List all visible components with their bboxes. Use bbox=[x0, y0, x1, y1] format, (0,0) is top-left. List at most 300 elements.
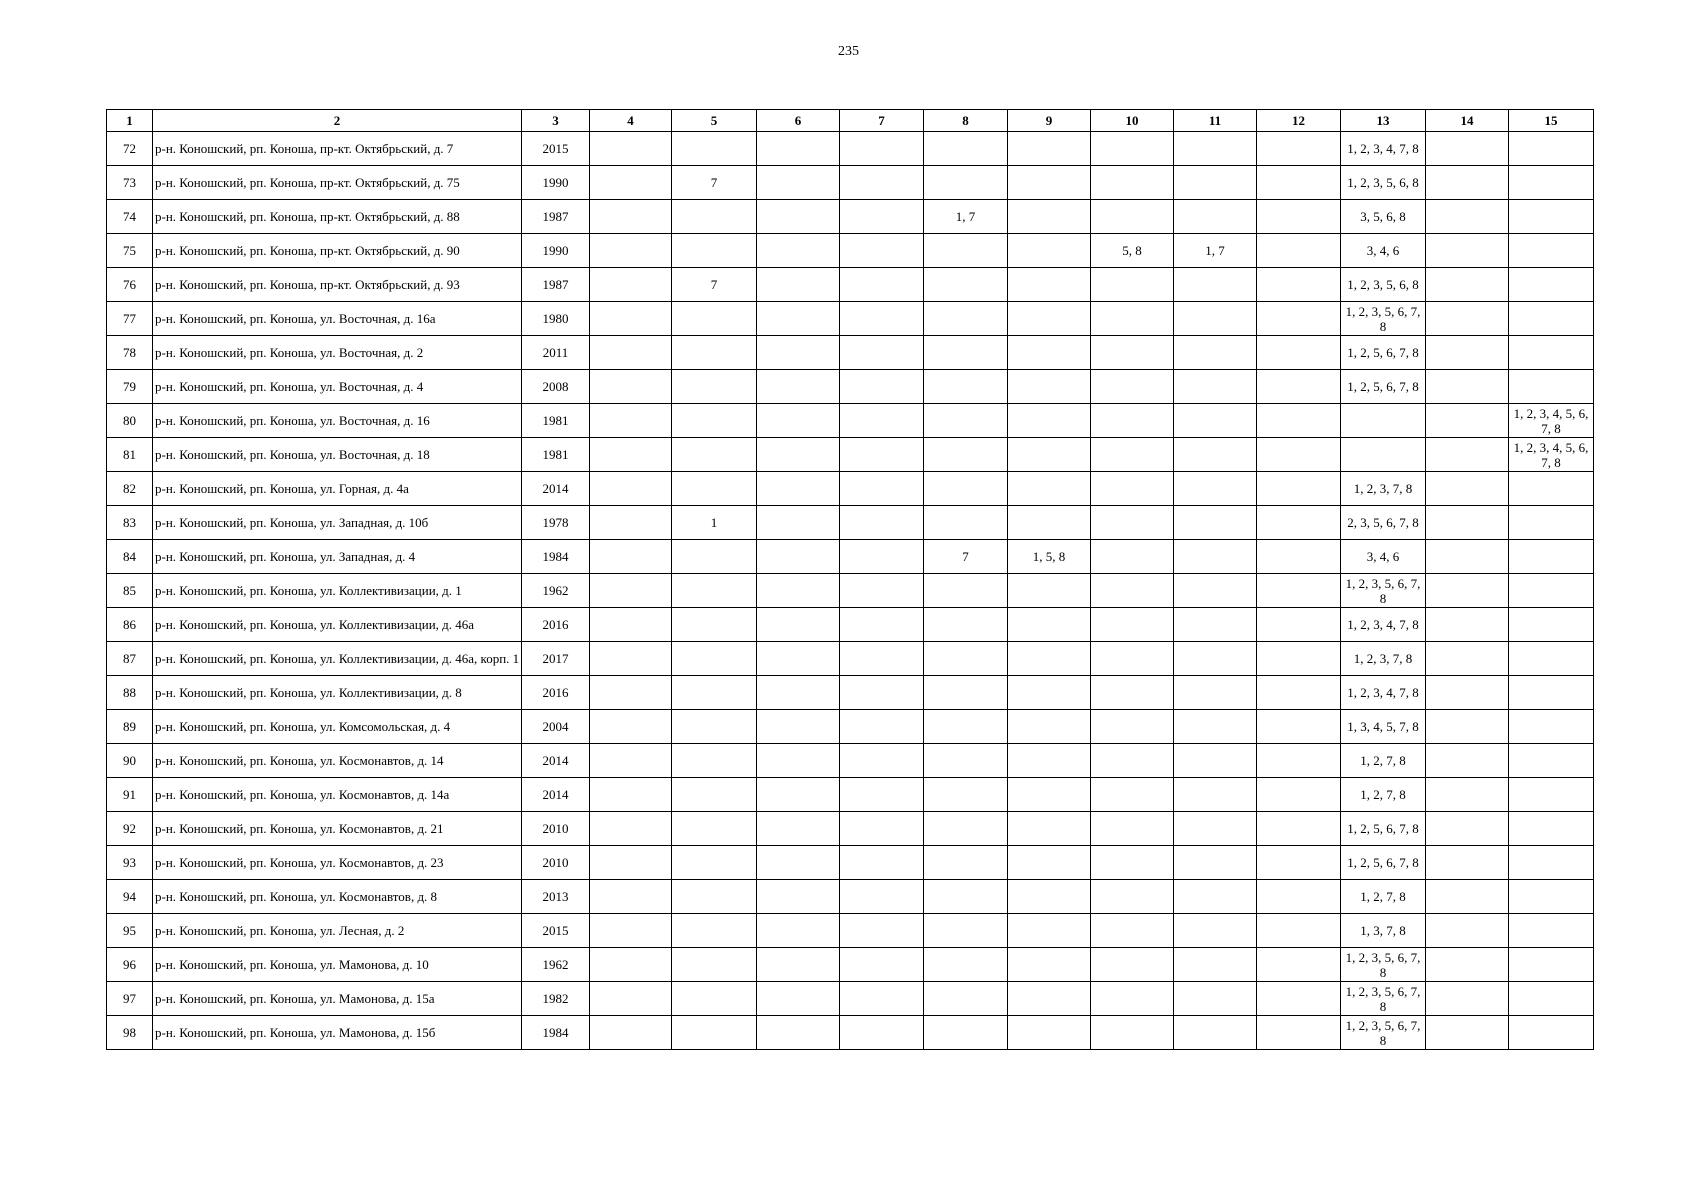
col-11-cell bbox=[1174, 540, 1257, 574]
col-15-cell bbox=[1509, 812, 1594, 846]
col-14-cell bbox=[1426, 676, 1509, 710]
col-7-cell bbox=[840, 404, 924, 438]
col-14-cell bbox=[1426, 472, 1509, 506]
table-row bbox=[107, 404, 1594, 438]
row-number-cell: 93 bbox=[107, 846, 153, 880]
col-11-cell bbox=[1174, 608, 1257, 642]
year-cell: 1978 bbox=[522, 506, 590, 540]
table-row bbox=[107, 676, 1594, 710]
col-10-cell bbox=[1091, 302, 1174, 336]
col-10-cell bbox=[1091, 676, 1174, 710]
col-7-cell bbox=[840, 472, 924, 506]
col-11-cell bbox=[1174, 302, 1257, 336]
col-5-cell: 7 bbox=[672, 166, 757, 200]
row-number-cell: 75 bbox=[107, 234, 153, 268]
table-row bbox=[107, 336, 1594, 370]
col-9-cell: 1, 5, 8 bbox=[1008, 540, 1091, 574]
col-11-cell bbox=[1174, 574, 1257, 608]
col-15-cell bbox=[1509, 608, 1594, 642]
col-8-cell bbox=[924, 1016, 1008, 1050]
col-13-cell: 1, 2, 7, 8 bbox=[1341, 778, 1426, 812]
col-4-cell bbox=[590, 676, 672, 710]
col-10-cell bbox=[1091, 540, 1174, 574]
col-8-cell bbox=[924, 676, 1008, 710]
col-7-cell bbox=[840, 676, 924, 710]
table-row bbox=[107, 744, 1594, 778]
row-number-cell: 83 bbox=[107, 506, 153, 540]
col-9-cell bbox=[1008, 676, 1091, 710]
col-12-cell bbox=[1257, 642, 1341, 676]
address-cell: р-н. Коношский, рп. Коноша, ул. Горная, д. 4а bbox=[153, 472, 522, 506]
col-4-cell bbox=[590, 132, 672, 166]
col-6-cell bbox=[757, 234, 840, 268]
col-12-cell bbox=[1257, 948, 1341, 982]
column-header-3: 3 bbox=[522, 110, 590, 132]
col-7-cell bbox=[840, 744, 924, 778]
col-8-cell bbox=[924, 574, 1008, 608]
address-cell: р-н. Коношский, рп. Коноша, ул. Мамонова, д. 15б bbox=[153, 1016, 522, 1050]
row-number-cell: 95 bbox=[107, 914, 153, 948]
col-6-cell bbox=[757, 982, 840, 1016]
col-14-cell bbox=[1426, 370, 1509, 404]
col-13-cell: 1, 2, 7, 8 bbox=[1341, 880, 1426, 914]
col-14-cell bbox=[1426, 608, 1509, 642]
col-8-cell bbox=[924, 370, 1008, 404]
row-number-cell: 82 bbox=[107, 472, 153, 506]
col-15-cell bbox=[1509, 370, 1594, 404]
row-number-cell: 84 bbox=[107, 540, 153, 574]
col-14-cell bbox=[1426, 574, 1509, 608]
table-row bbox=[107, 540, 1594, 574]
col-4-cell bbox=[590, 608, 672, 642]
col-12-cell bbox=[1257, 234, 1341, 268]
col-11-cell bbox=[1174, 506, 1257, 540]
col-12-cell bbox=[1257, 336, 1341, 370]
address-cell: р-н. Коношский, рп. Коноша, ул. Коллективизации, д. 46а, корп. 1 bbox=[153, 642, 522, 676]
col-4-cell bbox=[590, 710, 672, 744]
col-6-cell bbox=[757, 574, 840, 608]
year-cell: 2004 bbox=[522, 710, 590, 744]
col-8-cell bbox=[924, 472, 1008, 506]
year-cell: 2010 bbox=[522, 846, 590, 880]
col-6-cell bbox=[757, 540, 840, 574]
year-cell: 2014 bbox=[522, 778, 590, 812]
col-11-cell bbox=[1174, 166, 1257, 200]
col-15-cell bbox=[1509, 506, 1594, 540]
col-7-cell bbox=[840, 574, 924, 608]
col-4-cell bbox=[590, 642, 672, 676]
col-13-cell: 1, 2, 3, 5, 6, 8 bbox=[1341, 268, 1426, 302]
row-number-cell: 96 bbox=[107, 948, 153, 982]
col-12-cell bbox=[1257, 574, 1341, 608]
col-4-cell bbox=[590, 472, 672, 506]
col-8-cell bbox=[924, 336, 1008, 370]
year-cell: 2017 bbox=[522, 642, 590, 676]
table-row bbox=[107, 234, 1594, 268]
col-5-cell bbox=[672, 574, 757, 608]
col-6-cell bbox=[757, 132, 840, 166]
col-6-cell bbox=[757, 846, 840, 880]
table-row bbox=[107, 1016, 1594, 1050]
col-14-cell bbox=[1426, 166, 1509, 200]
col-5-cell bbox=[672, 132, 757, 166]
col-6-cell bbox=[757, 472, 840, 506]
address-cell: р-н. Коношский, рп. Коноша, пр-кт. Октябрьский, д. 93 bbox=[153, 268, 522, 302]
column-header-14: 14 bbox=[1426, 110, 1509, 132]
col-10-cell bbox=[1091, 200, 1174, 234]
address-cell: р-н. Коношский, рп. Коноша, пр-кт. Октябрьский, д. 88 bbox=[153, 200, 522, 234]
col-12-cell bbox=[1257, 370, 1341, 404]
col-8-cell bbox=[924, 268, 1008, 302]
col-15-cell bbox=[1509, 744, 1594, 778]
col-12-cell bbox=[1257, 880, 1341, 914]
col-12-cell bbox=[1257, 1016, 1341, 1050]
col-6-cell bbox=[757, 370, 840, 404]
col-13-cell: 1, 2, 3, 7, 8 bbox=[1341, 472, 1426, 506]
row-number-cell: 74 bbox=[107, 200, 153, 234]
col-14-cell bbox=[1426, 744, 1509, 778]
col-12-cell bbox=[1257, 268, 1341, 302]
col-15-cell bbox=[1509, 234, 1594, 268]
col-7-cell bbox=[840, 642, 924, 676]
table-row bbox=[107, 166, 1594, 200]
col-13-cell: 3, 4, 6 bbox=[1341, 234, 1426, 268]
col-8-cell bbox=[924, 982, 1008, 1016]
column-header-4: 4 bbox=[590, 110, 672, 132]
table-row bbox=[107, 472, 1594, 506]
col-11-cell bbox=[1174, 336, 1257, 370]
col-8-cell bbox=[924, 506, 1008, 540]
col-5-cell: 1 bbox=[672, 506, 757, 540]
col-5-cell bbox=[672, 608, 757, 642]
col-9-cell bbox=[1008, 1016, 1091, 1050]
col-10-cell bbox=[1091, 506, 1174, 540]
col-8-cell: 1, 7 bbox=[924, 200, 1008, 234]
col-8-cell bbox=[924, 608, 1008, 642]
col-11-cell bbox=[1174, 948, 1257, 982]
col-9-cell bbox=[1008, 132, 1091, 166]
col-12-cell bbox=[1257, 914, 1341, 948]
address-cell: р-н. Коношский, рп. Коноша, ул. Космонавтов, д. 14а bbox=[153, 778, 522, 812]
col-7-cell bbox=[840, 778, 924, 812]
col-5-cell bbox=[672, 982, 757, 1016]
col-13-cell: 1, 2, 3, 4, 7, 8 bbox=[1341, 608, 1426, 642]
col-10-cell bbox=[1091, 744, 1174, 778]
col-4-cell bbox=[590, 1016, 672, 1050]
col-4-cell bbox=[590, 812, 672, 846]
col-4-cell bbox=[590, 948, 672, 982]
col-9-cell bbox=[1008, 642, 1091, 676]
col-7-cell bbox=[840, 948, 924, 982]
table-row bbox=[107, 642, 1594, 676]
year-cell: 1984 bbox=[522, 1016, 590, 1050]
col-14-cell bbox=[1426, 336, 1509, 370]
col-6-cell bbox=[757, 948, 840, 982]
col-8-cell bbox=[924, 132, 1008, 166]
col-8-cell bbox=[924, 234, 1008, 268]
col-12-cell bbox=[1257, 846, 1341, 880]
address-cell: р-н. Коношский, рп. Коноша, пр-кт. Октябрьский, д. 7 bbox=[153, 132, 522, 166]
col-5-cell bbox=[672, 336, 757, 370]
year-cell: 2013 bbox=[522, 880, 590, 914]
col-12-cell bbox=[1257, 506, 1341, 540]
address-cell: р-н. Коношский, рп. Коноша, ул. Коллективизации, д. 8 bbox=[153, 676, 522, 710]
col-13-cell: 1, 2, 3, 7, 8 bbox=[1341, 642, 1426, 676]
col-7-cell bbox=[840, 608, 924, 642]
column-header-7: 7 bbox=[840, 110, 924, 132]
col-7-cell bbox=[840, 438, 924, 472]
col-10-cell bbox=[1091, 336, 1174, 370]
col-8-cell bbox=[924, 302, 1008, 336]
col-9-cell bbox=[1008, 812, 1091, 846]
col-8-cell bbox=[924, 914, 1008, 948]
col-10-cell bbox=[1091, 574, 1174, 608]
col-14-cell bbox=[1426, 234, 1509, 268]
col-5-cell bbox=[672, 642, 757, 676]
col-10-cell bbox=[1091, 370, 1174, 404]
year-cell: 1982 bbox=[522, 982, 590, 1016]
col-11-cell bbox=[1174, 880, 1257, 914]
col-14-cell bbox=[1426, 1016, 1509, 1050]
col-7-cell bbox=[840, 540, 924, 574]
col-10-cell bbox=[1091, 880, 1174, 914]
col-10-cell bbox=[1091, 166, 1174, 200]
col-4-cell bbox=[590, 302, 672, 336]
col-9-cell bbox=[1008, 166, 1091, 200]
col-9-cell bbox=[1008, 404, 1091, 438]
col-5-cell bbox=[672, 744, 757, 778]
table-row bbox=[107, 812, 1594, 846]
col-11-cell bbox=[1174, 370, 1257, 404]
col-8-cell bbox=[924, 404, 1008, 438]
col-6-cell bbox=[757, 642, 840, 676]
col-15-cell bbox=[1509, 200, 1594, 234]
row-number-cell: 91 bbox=[107, 778, 153, 812]
table-row bbox=[107, 200, 1594, 234]
year-cell: 2015 bbox=[522, 914, 590, 948]
col-10-cell bbox=[1091, 642, 1174, 676]
col-9-cell bbox=[1008, 506, 1091, 540]
row-number-cell: 86 bbox=[107, 608, 153, 642]
column-header-10: 10 bbox=[1091, 110, 1174, 132]
row-number-cell: 72 bbox=[107, 132, 153, 166]
col-6-cell bbox=[757, 506, 840, 540]
col-14-cell bbox=[1426, 846, 1509, 880]
col-14-cell bbox=[1426, 404, 1509, 438]
col-6-cell bbox=[757, 268, 840, 302]
col-13-cell: 1, 2, 5, 6, 7, 8 bbox=[1341, 370, 1426, 404]
column-header-2: 2 bbox=[153, 110, 522, 132]
col-4-cell bbox=[590, 404, 672, 438]
column-header-1: 1 bbox=[107, 110, 153, 132]
col-15-cell bbox=[1509, 472, 1594, 506]
col-6-cell bbox=[757, 744, 840, 778]
col-6-cell bbox=[757, 404, 840, 438]
col-8-cell bbox=[924, 812, 1008, 846]
col-13-cell: 1, 3, 7, 8 bbox=[1341, 914, 1426, 948]
column-header-9: 9 bbox=[1008, 110, 1091, 132]
col-14-cell bbox=[1426, 778, 1509, 812]
col-5-cell bbox=[672, 302, 757, 336]
row-number-cell: 81 bbox=[107, 438, 153, 472]
col-13-cell: 1, 2, 3, 5, 6, 7, 8 bbox=[1341, 982, 1426, 1016]
year-cell: 1962 bbox=[522, 948, 590, 982]
col-6-cell bbox=[757, 914, 840, 948]
col-10-cell bbox=[1091, 132, 1174, 166]
col-8-cell bbox=[924, 438, 1008, 472]
col-7-cell bbox=[840, 710, 924, 744]
col-14-cell bbox=[1426, 302, 1509, 336]
col-9-cell bbox=[1008, 778, 1091, 812]
year-cell: 1981 bbox=[522, 438, 590, 472]
row-number-cell: 85 bbox=[107, 574, 153, 608]
column-header-15: 15 bbox=[1509, 110, 1594, 132]
col-10-cell bbox=[1091, 982, 1174, 1016]
col-4-cell bbox=[590, 778, 672, 812]
col-7-cell bbox=[840, 268, 924, 302]
col-6-cell bbox=[757, 438, 840, 472]
col-9-cell bbox=[1008, 200, 1091, 234]
col-15-cell bbox=[1509, 268, 1594, 302]
address-cell: р-н. Коношский, рп. Коноша, ул. Комсомольская, д. 4 bbox=[153, 710, 522, 744]
address-cell: р-н. Коношский, рп. Коноша, ул. Космонавтов, д. 21 bbox=[153, 812, 522, 846]
col-7-cell bbox=[840, 506, 924, 540]
table-row bbox=[107, 132, 1594, 166]
col-11-cell bbox=[1174, 744, 1257, 778]
col-10-cell bbox=[1091, 812, 1174, 846]
table-row bbox=[107, 982, 1594, 1016]
col-9-cell bbox=[1008, 370, 1091, 404]
col-5-cell bbox=[672, 676, 757, 710]
col-11-cell bbox=[1174, 778, 1257, 812]
col-9-cell bbox=[1008, 234, 1091, 268]
col-4-cell bbox=[590, 540, 672, 574]
col-7-cell bbox=[840, 812, 924, 846]
table-row bbox=[107, 268, 1594, 302]
col-9-cell bbox=[1008, 948, 1091, 982]
year-cell: 2008 bbox=[522, 370, 590, 404]
col-5-cell bbox=[672, 540, 757, 574]
row-number-cell: 89 bbox=[107, 710, 153, 744]
year-cell: 1962 bbox=[522, 574, 590, 608]
col-15-cell bbox=[1509, 880, 1594, 914]
row-number-cell: 98 bbox=[107, 1016, 153, 1050]
col-8-cell bbox=[924, 778, 1008, 812]
col-12-cell bbox=[1257, 676, 1341, 710]
table-row bbox=[107, 574, 1594, 608]
col-13-cell: 1, 3, 4, 5, 7, 8 bbox=[1341, 710, 1426, 744]
col-6-cell bbox=[757, 676, 840, 710]
col-8-cell bbox=[924, 948, 1008, 982]
col-14-cell bbox=[1426, 982, 1509, 1016]
col-15-cell bbox=[1509, 132, 1594, 166]
col-7-cell bbox=[840, 1016, 924, 1050]
table-row bbox=[107, 608, 1594, 642]
col-13-cell: 1, 2, 7, 8 bbox=[1341, 744, 1426, 778]
col-10-cell bbox=[1091, 778, 1174, 812]
col-4-cell bbox=[590, 914, 672, 948]
page-number: 235 bbox=[838, 44, 859, 59]
col-9-cell bbox=[1008, 268, 1091, 302]
col-4-cell bbox=[590, 506, 672, 540]
address-cell: р-н. Коношский, рп. Коноша, ул. Лесная, д. 2 bbox=[153, 914, 522, 948]
col-14-cell bbox=[1426, 438, 1509, 472]
col-13-cell bbox=[1341, 438, 1426, 472]
col-11-cell bbox=[1174, 642, 1257, 676]
column-header-5: 5 bbox=[672, 110, 757, 132]
col-11-cell bbox=[1174, 812, 1257, 846]
year-cell: 1984 bbox=[522, 540, 590, 574]
col-11-cell bbox=[1174, 982, 1257, 1016]
col-14-cell bbox=[1426, 880, 1509, 914]
col-4-cell bbox=[590, 370, 672, 404]
col-6-cell bbox=[757, 1016, 840, 1050]
col-9-cell bbox=[1008, 472, 1091, 506]
col-4-cell bbox=[590, 846, 672, 880]
col-7-cell bbox=[840, 914, 924, 948]
col-5-cell bbox=[672, 948, 757, 982]
year-cell: 1987 bbox=[522, 200, 590, 234]
col-5-cell bbox=[672, 880, 757, 914]
year-cell: 2014 bbox=[522, 472, 590, 506]
col-13-cell: 1, 2, 5, 6, 7, 8 bbox=[1341, 336, 1426, 370]
year-cell: 2016 bbox=[522, 608, 590, 642]
col-12-cell bbox=[1257, 132, 1341, 166]
col-10-cell bbox=[1091, 268, 1174, 302]
col-10-cell bbox=[1091, 404, 1174, 438]
year-cell: 1990 bbox=[522, 166, 590, 200]
row-number-cell: 78 bbox=[107, 336, 153, 370]
col-9-cell bbox=[1008, 608, 1091, 642]
col-10-cell bbox=[1091, 438, 1174, 472]
col-11-cell bbox=[1174, 268, 1257, 302]
col-14-cell bbox=[1426, 132, 1509, 166]
col-9-cell bbox=[1008, 438, 1091, 472]
col-15-cell bbox=[1509, 710, 1594, 744]
col-6-cell bbox=[757, 880, 840, 914]
year-cell: 2010 bbox=[522, 812, 590, 846]
address-cell: р-н. Коношский, рп. Коноша, пр-кт. Октябрьский, д. 75 bbox=[153, 166, 522, 200]
col-6-cell bbox=[757, 778, 840, 812]
col-11-cell bbox=[1174, 132, 1257, 166]
col-12-cell bbox=[1257, 778, 1341, 812]
col-9-cell bbox=[1008, 846, 1091, 880]
address-cell: р-н. Коношский, рп. Коноша, пр-кт. Октябрьский, д. 90 bbox=[153, 234, 522, 268]
table-row bbox=[107, 778, 1594, 812]
table-row bbox=[107, 846, 1594, 880]
address-cell: р-н. Коношский, рп. Коноша, ул. Восточная, д. 18 bbox=[153, 438, 522, 472]
col-6-cell bbox=[757, 302, 840, 336]
address-cell: р-н. Коношский, рп. Коноша, ул. Восточная, д. 4 bbox=[153, 370, 522, 404]
col-4-cell bbox=[590, 574, 672, 608]
col-12-cell bbox=[1257, 200, 1341, 234]
column-header-12: 12 bbox=[1257, 110, 1341, 132]
col-5-cell bbox=[672, 438, 757, 472]
col-12-cell bbox=[1257, 438, 1341, 472]
col-14-cell bbox=[1426, 200, 1509, 234]
col-14-cell bbox=[1426, 710, 1509, 744]
table-row bbox=[107, 506, 1594, 540]
col-8-cell bbox=[924, 642, 1008, 676]
col-4-cell bbox=[590, 336, 672, 370]
col-12-cell bbox=[1257, 710, 1341, 744]
address-cell: р-н. Коношский, рп. Коноша, ул. Восточная, д. 16а bbox=[153, 302, 522, 336]
col-15-cell bbox=[1509, 540, 1594, 574]
year-cell: 1987 bbox=[522, 268, 590, 302]
col-8-cell bbox=[924, 710, 1008, 744]
col-14-cell bbox=[1426, 948, 1509, 982]
col-11-cell bbox=[1174, 438, 1257, 472]
